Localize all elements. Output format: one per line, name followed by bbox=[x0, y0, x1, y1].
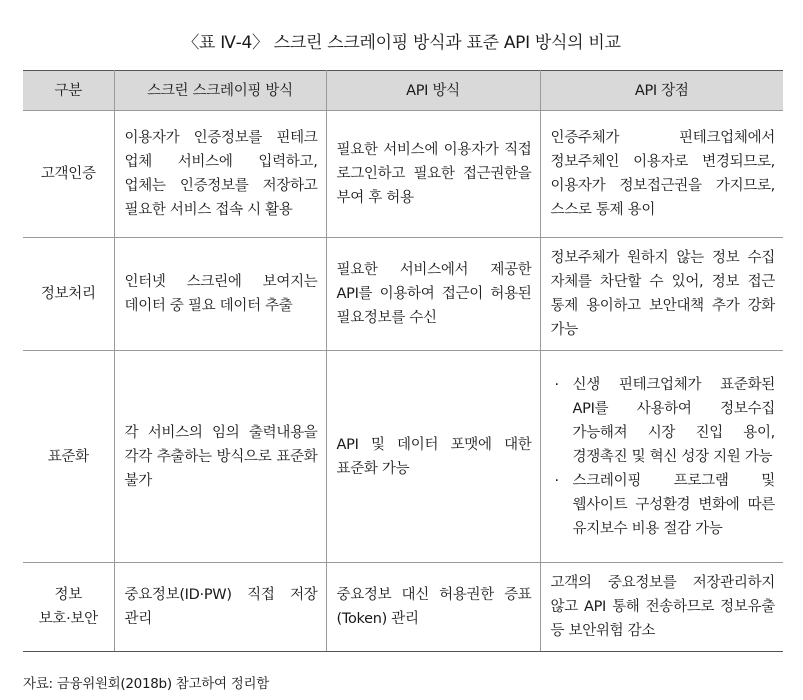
source-note: 자료: 금융위원회(2018b) 참고하여 정리함 bbox=[23, 676, 269, 692]
advantage-cell: 고객의 중요정보를 저장관리하지 않고 API 통해 전송하므로 정보유출 등 보안위험 감소 bbox=[540, 563, 783, 652]
scraping-cell: 중요정보(ID·PW) 직접 저장 관리 bbox=[114, 563, 326, 652]
header-row bbox=[23, 71, 783, 111]
scraping-cell: 각 서비스의 임의 출력내용을 각각 추출하는 방식으로 표준화 불가 bbox=[114, 351, 326, 563]
row-category bbox=[23, 563, 114, 652]
scraping-cell: 인터넷 스크린에 보여지는 데이터 중 필요 데이터 추출 bbox=[114, 238, 326, 351]
bullet-dot: · bbox=[554, 376, 559, 393]
bullet-text: 신생 핀테크업체가 표준화된 API를 사용하여 정보수집 가능해져 시장 진입 용이, 경쟁촉진 및 혁신 성장 지원 가능 bbox=[572, 376, 775, 465]
category-line: 보호·보안 bbox=[38, 611, 98, 627]
list-item bbox=[551, 373, 776, 469]
table-row bbox=[23, 111, 783, 238]
bullet-dot: · bbox=[554, 472, 559, 489]
table-row bbox=[23, 563, 783, 652]
api-cell: 필요한 서비스에 이용자가 직접 로그인하고 필요한 접근권한을 부여 후 허용 bbox=[326, 111, 540, 238]
advantage-cell bbox=[540, 351, 783, 563]
api-cell: 중요정보 대신 허용권한 증표(Token) 관리 bbox=[326, 563, 540, 652]
header-category: 구분 bbox=[23, 71, 114, 111]
scraping-cell: 이용자가 인증정보를 핀테크 업체 서비스에 입력하고, 업체는 인증정보를 저장하고 필요한 서비스 접속 시 활용 bbox=[114, 111, 326, 238]
table-row bbox=[23, 351, 783, 563]
category-line: 정보 bbox=[54, 587, 82, 603]
advantage-cell: 정보주체가 원하지 않는 정보 수집 자체를 차단할 수 있어, 정보 접근 통제 용이하고 보안대책 추가 강화 가능 bbox=[540, 238, 783, 351]
table-row bbox=[23, 238, 783, 351]
bullet-text: 스크레이핑 프로그램 및 웹사이트 구성환경 변화에 따른 유지보수 비용 절감 가능 bbox=[572, 472, 775, 537]
advantage-cell: 인증주체가 핀테크업체에서 정보주체인 이용자로 변경되므로, 이용자가 정보접근권을 가지므로, 스스로 통제 용이 bbox=[540, 111, 783, 238]
advantage-bullet-list bbox=[551, 373, 776, 541]
table-title: 〈표 Ⅳ-4〉 스크린 스크레이핑 방식과 표준 API 방식의 비교 bbox=[182, 33, 621, 53]
header-api: API 방식 bbox=[326, 71, 540, 111]
row-category: 정보처리 bbox=[23, 238, 114, 351]
header-scraping: 스크린 스크레이핑 방식 bbox=[114, 71, 326, 111]
list-item bbox=[551, 469, 776, 541]
api-cell: 필요한 서비스에서 제공한 API를 이용하여 접근이 허용된 필요정보를 수신 bbox=[326, 238, 540, 351]
comparison-table bbox=[23, 70, 783, 652]
row-category: 고객인증 bbox=[23, 111, 114, 238]
row-category: 표준화 bbox=[23, 351, 114, 563]
api-cell: API 및 데이터 포맷에 대한 표준화 가능 bbox=[326, 351, 540, 563]
header-api-advantage: API 장점 bbox=[540, 71, 783, 111]
